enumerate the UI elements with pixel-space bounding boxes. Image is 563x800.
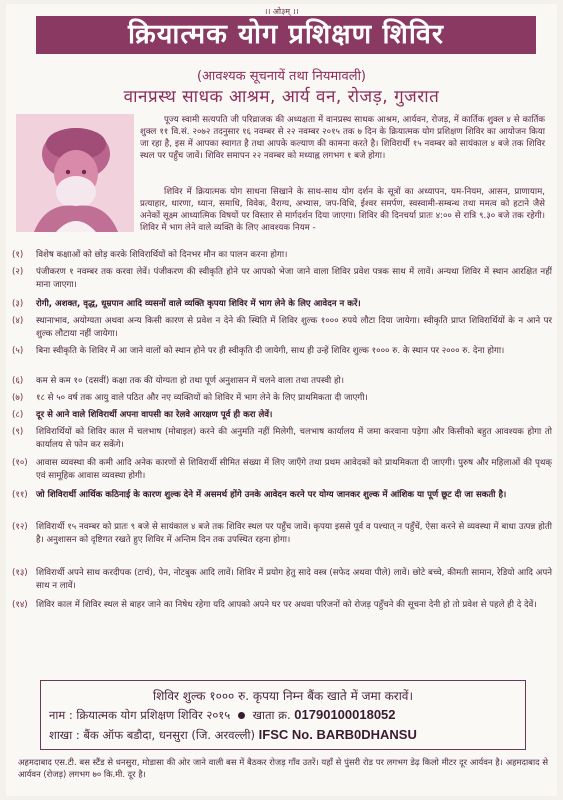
bank-details-box [40, 680, 526, 750]
rule-number: (१४) [12, 600, 28, 610]
ashram-name: वानप्रस्थ साधक आश्रम, आर्य वन, रोजड़, गुजरात [123, 87, 440, 107]
account-line [49, 707, 517, 723]
rule-number: (९) [12, 427, 24, 437]
rule-number: (२) [12, 267, 24, 277]
rule-text: बिना स्वीकृति के शिविर में आ जाने वालों को स्थान होने पर ही स्वीकृति दी जायेगी, साथ ही उन्हें शिविर शुल्क १००० रु. के स्थान पर २००० रु. देना होगा। [36, 346, 505, 356]
branch-name: शाखा : बैंक ऑफ बडौदा, धनसुरा (जि. अरवल्ली) [49, 728, 256, 742]
list-item [12, 375, 552, 388]
notice-page [6, 4, 557, 796]
list-item [12, 392, 552, 405]
rule-number: (११) [12, 490, 28, 500]
account-label: खाता क्र. [252, 708, 291, 722]
page-title: क्रियात्मक योग प्रशिक्षण शिविर [36, 16, 536, 54]
fee-notice: शिविर शुल्क १००० रु. कृपया निम्न बैंक खाते में जमा करावें। [152, 689, 414, 703]
rule-number: (८) [12, 410, 24, 420]
rule-number: (१) [12, 250, 24, 260]
list-item [12, 409, 552, 422]
rule-number: (१३) [12, 568, 28, 578]
list-item [12, 266, 552, 291]
rule-text: विशेष कक्षाओं को छोड़ करके शिविरार्थियों को दिनभर मौन का पालन करना होगा। [36, 250, 288, 260]
rule-text: स्थानाभाव, अयोग्यता अथवा अन्य किसी कारण से प्रवेश न देने की स्थिति में शिविर शुल्क १००० रुपये लौटा दिया जायेगा। स्वीकृति प्राप्त शिविरार्थियों के न आने पर शुल्क लौटाया नहीं जायेगा। [36, 316, 552, 339]
om-heading: ।। ओ३म् ।। [264, 7, 299, 16]
rule-text: आवास व्यवस्था की कमी आदि अनेक कारणों से शिविरार्थी सीमित संख्या में लिए जाएँगे तथा प्रथम आवेदकों को प्राथमिकता दी जाएगी। पुरुष और महिलाओं की पृथक् एवं सामूहिक आवास व्यवस्था होगी। [36, 458, 552, 481]
list-item [12, 345, 552, 358]
rule-number: (७) [12, 393, 24, 403]
rule-text: शिविरार्थी अपने साथ करदीपक (टार्च), पेन, नोटबुक आदि लावें। शिविर में प्रयोग हेतु सादे वस्त्र (सफेद अथवा पीले) लावें। छोटे बच्चे, कीमती सामान, रेडियो आदि अपने साथ न लावें। [36, 568, 552, 591]
account-number: 01790100018052 [294, 707, 396, 722]
list-item [12, 457, 552, 482]
subtitle: (आवश्यक सूचनायें तथा नियमावली) [196, 69, 367, 84]
list-item [12, 599, 552, 612]
intro-paragraph-2: शिविर में क्रियात्मक योग साधना सिखाने के साथ-साथ योग दर्शन के सूत्रों का अध्यापन, यम-नियम, आसन, प्राणायाम, प्रत्याहार, धारणा, ध्यान, समाधि, विवेक, वैराग्य, अभ्यास, जप-विधि, ईश्वर समर्पण, स्वस्वामी-सम्बन्ध तथा ममत्व को हटाने जैसे अनेकों सूक्ष्म आध्यात्मिक विषयों पर विस्तार से मार्गदर्शन दिया जाएगा। शिविर की दिनचर्या प्रातः ४:०० से रात्रि ९.३० बजे तक रहेगी। शिविर में भाग लेने वाले व्यक्ति के लिए आवश्यक नियम - [140, 187, 545, 233]
directions-footer: अहमदाबाद एस.टी. बस स्टैंड से धनसुरा, मोडासा की ओर जाने वाली बस में बैठकर रोजड़ गाँव उतरें। यहाँ से पुंसरी रोड पर लगभग डेढ़ किलो मीटर दूर आर्यवन है। अहमदाबाद से आर्यवन (रोजड़) लगभग ७० कि.मी. दूर है। [18, 757, 548, 779]
bullet-icon [238, 712, 245, 719]
rule-number: (६) [12, 376, 24, 386]
rule-number: (१२) [12, 522, 28, 532]
list-item [12, 567, 552, 592]
rule-text: रोगी, अशक्त, वृद्ध, धूम्रपान आदि व्यसनों वाले व्यक्ति कृपया शिविर में भाग लेने के लिए आवेदन न करें। [36, 299, 361, 309]
rule-text: शिविरार्थी १५ नवम्बर को प्रातः ९ बजे से सायंकाल ४ बजे तक शिविर स्थल पर पहुँच जावें। कृपया इससे पूर्व व पश्चात् न पहुँचें, ऐसा करने से व्यवस्था में बाधा उत्पन्न होती है। अनुशासन को दृष्टिगत रखते हुए शिविर में अन्तिम दिन तक उपस्थित रहना होगा। [36, 522, 552, 545]
ifsc-code: IFSC No. BARB0DHANSU [258, 727, 417, 742]
rule-number: (३) [12, 299, 24, 309]
list-item [12, 249, 552, 262]
rule-number: (१०) [12, 458, 28, 468]
intro-paragraph-1: पूज्य स्वामी सत्यपति जी परिव्राजक की अध्यक्षता में वानप्रस्थ साधक आश्रम, आर्यवन, रोजड़, में कार्तिक शुक्ल ४ से कार्तिक शुक्ल ११ वि.सं. २०७२ तदनुसार १६ नवम्बर से २२ नवम्बर २०१५ तक ७ दिन के क्रियात्मक योग प्रशिक्षण शिविर का आयोजन किया जा रहा है, इस में आपका स्वागत है तथा आपके कल्याण की कामना करते है। शिविरार्थी १५ नवम्बर को सायंकाल ४ बजे तक शिविर स्थल पर पहुँच जावें। शिविर समापन २२ नवम्बर को मध्याह्न लगभग १ बजे होगा। [140, 115, 545, 161]
account-name: नाम : क्रियात्मक योग प्रशिक्षण शिविर २०१५ [49, 708, 231, 722]
rule-text: शिविरार्थियों को शिविर काल में चलभाष (मोबाइल) करने की अनुमति नहीं मिलेगी, चलभाष कार्यालय में जमा करवाना पड़ेगा और किसीको बहुत आवश्यक होगा तो कार्यालय से फोन कर सकेंगे। [36, 427, 552, 450]
rule-text: शिविर काल में शिविर स्थल से बाहर जाने का निषेध रहेगा यदि आपको अपने घर पर अथवा परिजनों को रोजड़ पहुँचने की सूचना देनी हो तो प्रवेश से पहले ही दे देवें। [36, 600, 537, 610]
rule-text: दूर से आने वाले शिविरार्थी अपना वापसी का रेलवे आरक्षण पूर्व ही करा लेवें। [36, 410, 273, 420]
swami-portrait [16, 114, 134, 232]
rule-text: १८ से ५० वर्ष तक आयु वाले पठित और नए व्यक्तियों को शिविर में भाग लेने के लिए प्राथमिकता दी जाएगी। [36, 393, 368, 403]
rule-number: (५) [12, 346, 24, 356]
list-item [12, 315, 552, 340]
rule-number: (४) [12, 316, 24, 326]
branch-line [49, 727, 517, 743]
list-item [12, 489, 552, 502]
rule-text: जो शिविरार्थी आर्थिक कठिनाई के कारण शुल्क देने में असमर्थ होंगे उनके आवेदन करने पर योग्य जानकर शुल्क में आंशिक या पूर्ण छूट दी जा सकती है। [36, 490, 507, 500]
rule-text: कम से कम १० (दसवीं) कक्षा तक की योग्यता हो तथा पूर्ण अनुशासन में चलने वाला तथा तपस्वी हो। [36, 376, 345, 386]
rule-text: पंजीकरण १ नवम्बर तक करवा लेवें। पंजीकरण की स्वीकृति होने पर आपको भेजा जाने वाला शिविर प्रवेश पत्रक साथ में लावें। अन्यथा शिविर में स्थान आरक्षित नहीं माना जाएगा। [36, 267, 552, 290]
list-item [12, 521, 552, 546]
list-item [12, 426, 552, 451]
list-item [12, 298, 552, 311]
